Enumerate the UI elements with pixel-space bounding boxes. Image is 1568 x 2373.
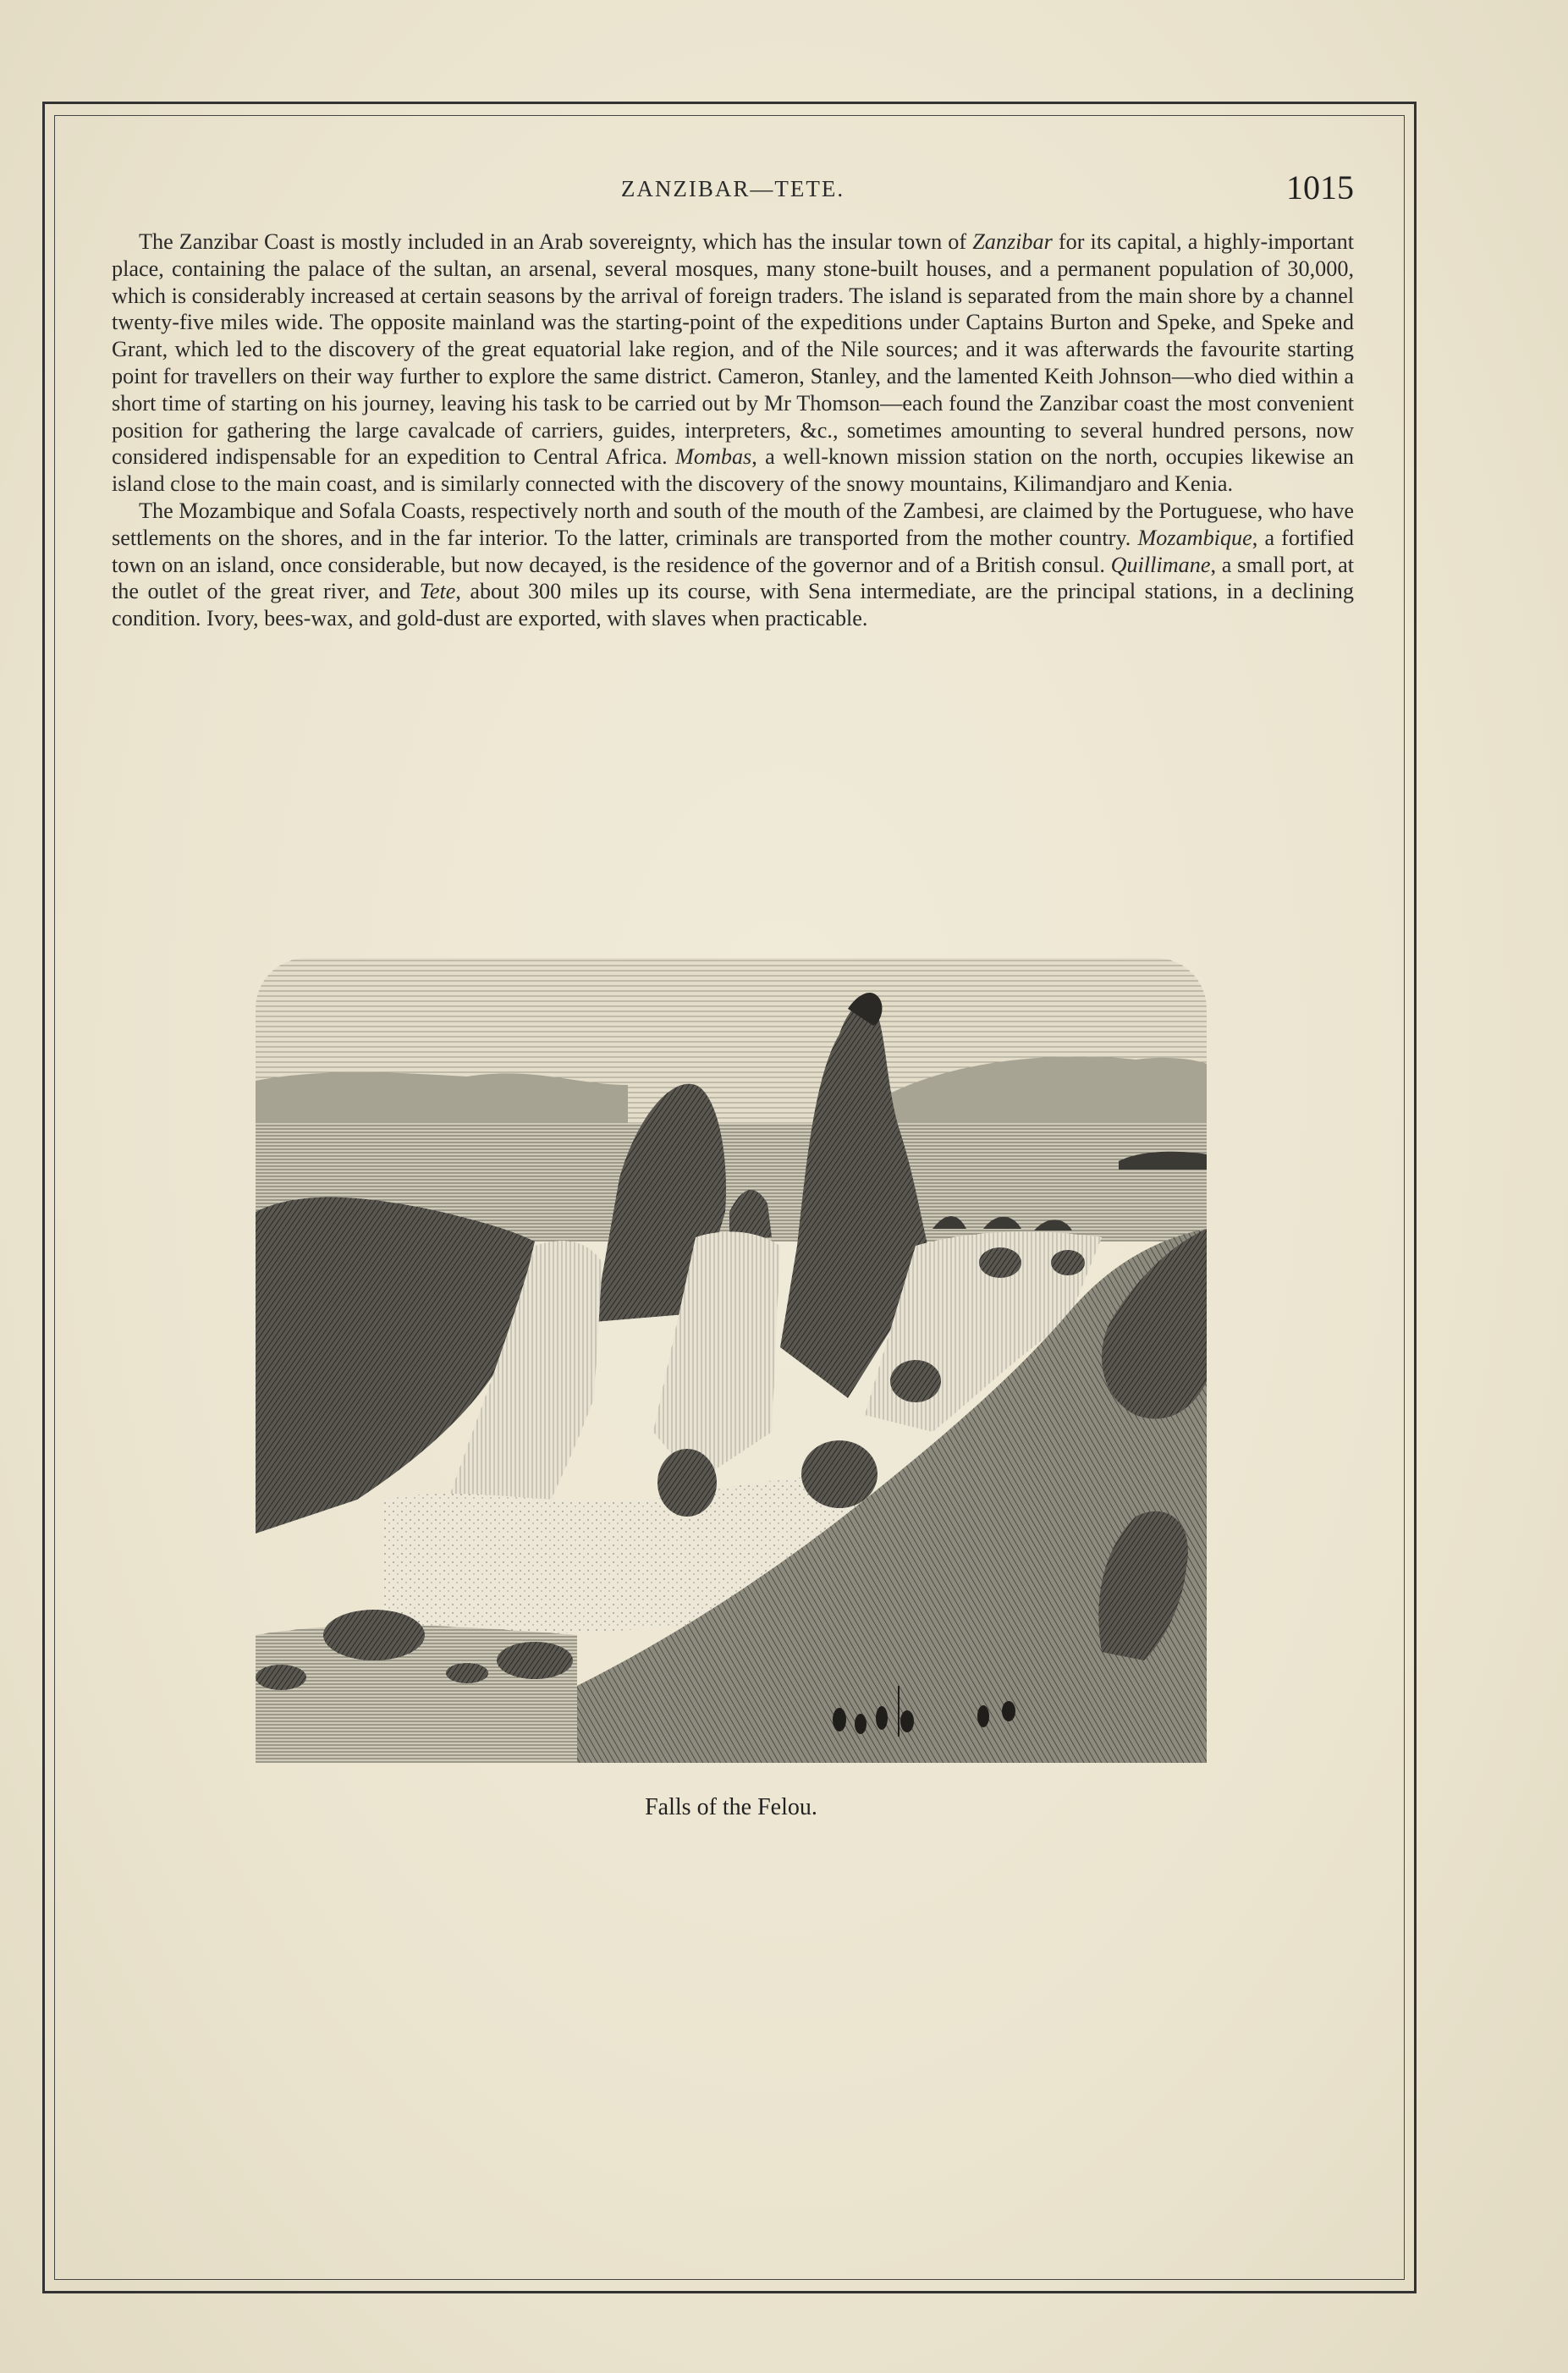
boulder xyxy=(323,1610,425,1660)
paragraph-mozambique-sofala: The Mozambique and Sofala Coasts, respectively north and south of the mouth of the Zambesi, are claimed by the Portuguese, who have settlements on the shores, and in the far interior. To the latter, criminals are transported from the mother country. Mozambique, a fortified town on an island, once considerable, but now decayed, is the residence of the governor and of a British consul. Quillimane, a small port, at the outlet of the great river, and Tete, about 300 miles up its course, with Sena intermediate, are the principal stations, in a declining condition. Ivory, bees-wax, and gold-dust are exported, with slaves when practicable. xyxy=(112,498,1354,631)
body-text xyxy=(112,228,1354,632)
boulder xyxy=(256,1665,306,1690)
page-number: 1015 xyxy=(1286,168,1354,206)
paragraph-zanzibar-coast: The Zanzibar Coast is mostly included in an Arab sovereignty, which has the insular town of Zanzibar for its capital, a highly-important place, containing the palace of the sultan, an arsenal, several mosques, many stone-built houses, and a permanent population of 30,000, which is considerably increased at certain seasons by the arrival of foreign traders. The island is separated from the main shore by a channel twenty-five miles wide. The opposite mainland was the starting-point of the expeditions under Captains Burton and Speke, and Speke and Grant, which led to the discovery of the great equatorial lake region, and of the Nile sources; and it was afterwards the favourite starting point for travellers on their way further to explore the same district. Cameron, Stanley, and the lamented Keith Johnson—who died within a short time of starting on his journey, leaving his task to be carried out by Mr Thomson—each found the Zanzibar coast the most convenient position for gathering the large cavalcade of carriers, guides, interpreters, &c., sometimes amounting to several hundred persons, now considered indispensable for an expedition to Central Africa. Mombas, a well-known mission station on the north, occupies likewise an island close to the main coast, and is similarly connected with the discovery of the snowy mountains, Kilimandjaro and Kenia. xyxy=(112,229,1354,497)
boulder xyxy=(446,1663,488,1683)
boulder xyxy=(890,1360,941,1402)
running-head xyxy=(112,168,1354,210)
boulder xyxy=(497,1642,573,1679)
engraving-falls-of-the-felou xyxy=(256,958,1207,1763)
running-title: ZANZIBAR—TETE. xyxy=(620,176,845,201)
boulder xyxy=(801,1440,878,1508)
boulder xyxy=(657,1449,717,1517)
boulder xyxy=(1051,1250,1085,1275)
boulder xyxy=(979,1247,1021,1278)
distant-hills xyxy=(256,1072,628,1127)
figure-caption: Falls of the Felou. xyxy=(645,1794,817,1820)
